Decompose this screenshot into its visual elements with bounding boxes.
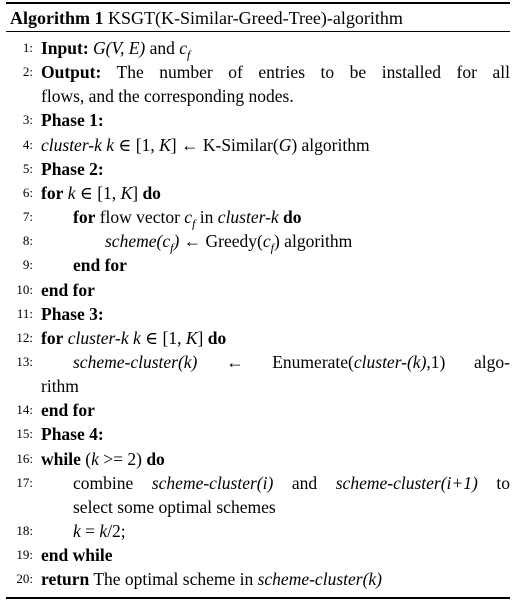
line-text <box>41 543 510 567</box>
keyword: do <box>146 448 165 469</box>
math-symbol: k <box>99 521 108 541</box>
text-run: ] ← K-Similar( <box>170 134 279 155</box>
line-text <box>41 84 510 108</box>
algorithm-line <box>0 326 516 350</box>
keyword: Phase 1: <box>41 110 104 131</box>
algorithm-line <box>0 495 516 519</box>
algorithm-line <box>0 447 516 471</box>
algorithm-line <box>0 278 516 302</box>
algorithm-line <box>0 543 516 567</box>
line-number: 3: <box>22 112 33 128</box>
math-symbol: G(V, E) <box>93 38 146 58</box>
line-number: 8: <box>22 233 33 249</box>
keyword: Phase 4: <box>41 424 104 445</box>
keyword: end for <box>73 255 127 276</box>
text-run: ,1) algo- <box>426 351 510 372</box>
line-number: 19: <box>16 547 33 563</box>
text-run: ∈ [1, <box>75 182 121 203</box>
text-run: ] <box>197 327 208 348</box>
caption-rule <box>6 31 510 32</box>
keyword: end for <box>41 279 95 300</box>
text-run: scheme( <box>105 231 163 252</box>
text-run: ← Greedy( <box>179 231 263 252</box>
text-run: and <box>145 38 180 58</box>
algorithm-line <box>0 471 516 495</box>
text-run: ( <box>80 448 92 469</box>
line-number: 7: <box>22 209 33 225</box>
math-symbol: k <box>94 134 102 155</box>
line-number: 15: <box>16 426 33 442</box>
algorithm-line <box>0 253 516 277</box>
algorithm-line <box>0 567 516 591</box>
algorithm-line <box>0 181 516 205</box>
text-run: scheme-cluster(k) <box>257 569 382 590</box>
line-text <box>41 302 510 326</box>
algorithm-line <box>0 422 516 446</box>
math-symbol: k <box>133 327 141 348</box>
keyword: Phase 3: <box>41 303 104 324</box>
text-run: cluster-(k) <box>353 351 427 372</box>
line-number: 16: <box>16 450 33 466</box>
math-symbol: f <box>270 240 274 255</box>
line-number: 10: <box>16 281 33 297</box>
text-run: ) algorithm <box>273 231 353 252</box>
math-symbol: f <box>170 240 174 255</box>
line-text <box>73 350 510 374</box>
algorithm-line <box>0 519 516 543</box>
line-text <box>41 278 510 302</box>
math-symbol: k <box>120 327 129 348</box>
line-text <box>73 205 510 229</box>
line-text <box>73 495 510 519</box>
text-run: >= 2) <box>98 448 147 469</box>
text-run: to <box>477 472 510 493</box>
text-run: ← Enumerate( <box>197 351 354 372</box>
algorithm-caption <box>10 7 403 29</box>
line-text <box>41 567 510 591</box>
math-symbol: f <box>192 216 196 231</box>
line-number: 9: <box>22 257 33 273</box>
text-run: rithm <box>41 376 79 397</box>
text-run: /2; <box>107 521 126 541</box>
line-number: 5: <box>22 160 33 176</box>
line-number: 18: <box>16 523 33 538</box>
line-text <box>73 253 510 277</box>
line-number: 4: <box>22 136 33 152</box>
algorithm-line <box>0 374 516 398</box>
line-text <box>41 181 510 205</box>
line-text <box>41 133 510 157</box>
line-number: 6: <box>22 184 33 200</box>
text-run: scheme-cluster(i+1) <box>335 472 478 493</box>
line-number: 2: <box>22 64 33 80</box>
keyword: while <box>41 448 81 469</box>
keyword: do <box>142 182 161 203</box>
text-run: select some optimal schemes <box>73 496 276 517</box>
keyword: for <box>41 327 64 348</box>
line-text <box>105 229 510 253</box>
keyword: do <box>207 327 227 348</box>
math-symbol: k <box>67 182 76 203</box>
keyword: end while <box>41 545 113 566</box>
math-symbol: k <box>73 521 81 541</box>
text-run: and <box>273 472 336 493</box>
keyword: do <box>283 207 302 228</box>
text-run: ) <box>173 231 180 252</box>
line-number: 13: <box>16 353 33 369</box>
line-text <box>41 398 510 422</box>
algorithm-line <box>0 60 516 84</box>
math-symbol: c <box>184 207 193 228</box>
line-number: 11: <box>16 305 33 321</box>
algorithm-line <box>0 133 516 157</box>
keyword: Output: <box>41 62 102 83</box>
line-text <box>73 519 510 543</box>
keyword: Input: <box>41 38 89 58</box>
text-run: scheme-cluster(i) <box>151 472 274 493</box>
algorithm-line <box>0 108 516 132</box>
line-text <box>41 108 510 132</box>
algorithm-label: Algorithm 1 <box>10 8 104 28</box>
algorithm-line <box>0 205 516 229</box>
math-symbol: f <box>187 47 191 62</box>
line-text <box>41 374 510 398</box>
algorithm-line <box>0 157 516 181</box>
math-symbol: c <box>262 231 271 252</box>
line-text <box>41 422 510 446</box>
algorithm-line <box>0 229 516 253</box>
line-text <box>41 60 510 84</box>
algorithm-line <box>0 36 516 60</box>
line-text <box>41 447 510 471</box>
text-run: The optimal scheme in <box>89 569 258 590</box>
keyword: Phase 2: <box>41 158 104 179</box>
text-run: cluster-k <box>217 207 279 228</box>
line-number: 20: <box>16 571 33 587</box>
math-symbol: k <box>91 448 99 469</box>
text-run: flows, and the corresponding nodes. <box>41 86 294 107</box>
text-run: ∈ [1, <box>140 327 186 348</box>
algorithm-line <box>0 84 516 108</box>
math-symbol: c <box>179 38 188 58</box>
text-run: = <box>80 521 100 541</box>
text-run: flow vector <box>95 207 185 228</box>
algorithm-line <box>0 302 516 326</box>
line-number: 14: <box>16 402 33 418</box>
top-rule <box>6 2 510 4</box>
text-run: combine <box>73 472 152 493</box>
text-run: cluster- <box>41 134 95 155</box>
math-symbol: K <box>159 134 171 155</box>
algorithm-title: KSGT(K-Similar-Greed-Tree)-algorithm <box>108 8 403 28</box>
keyword: for <box>41 182 64 203</box>
math-symbol: k <box>106 134 115 155</box>
keyword: for <box>73 207 96 228</box>
line-text <box>41 157 510 181</box>
math-symbol: K <box>185 327 198 348</box>
math-symbol: G <box>278 134 292 155</box>
text-run: ] <box>132 182 143 203</box>
line-text <box>73 471 510 495</box>
text-run: ∈ [1, <box>114 134 160 155</box>
line-text <box>41 36 510 60</box>
text-run: cluster- <box>67 327 121 348</box>
text-run: ) algorithm <box>291 134 370 155</box>
line-number: 17: <box>16 474 33 490</box>
algorithm-line <box>0 350 516 374</box>
keyword: end for <box>41 400 95 421</box>
line-number: 1: <box>22 40 33 55</box>
math-symbol: c <box>162 231 171 252</box>
text-run: The number of entries to be installed for all <box>101 62 510 83</box>
algorithm-line <box>0 398 516 422</box>
text-run: scheme-cluster(k) <box>73 351 198 372</box>
math-symbol: K <box>120 182 133 203</box>
line-number: 12: <box>16 329 33 345</box>
text-run: in <box>195 207 218 228</box>
bottom-rule <box>6 597 510 599</box>
line-text <box>41 326 510 350</box>
keyword: return <box>41 569 90 590</box>
